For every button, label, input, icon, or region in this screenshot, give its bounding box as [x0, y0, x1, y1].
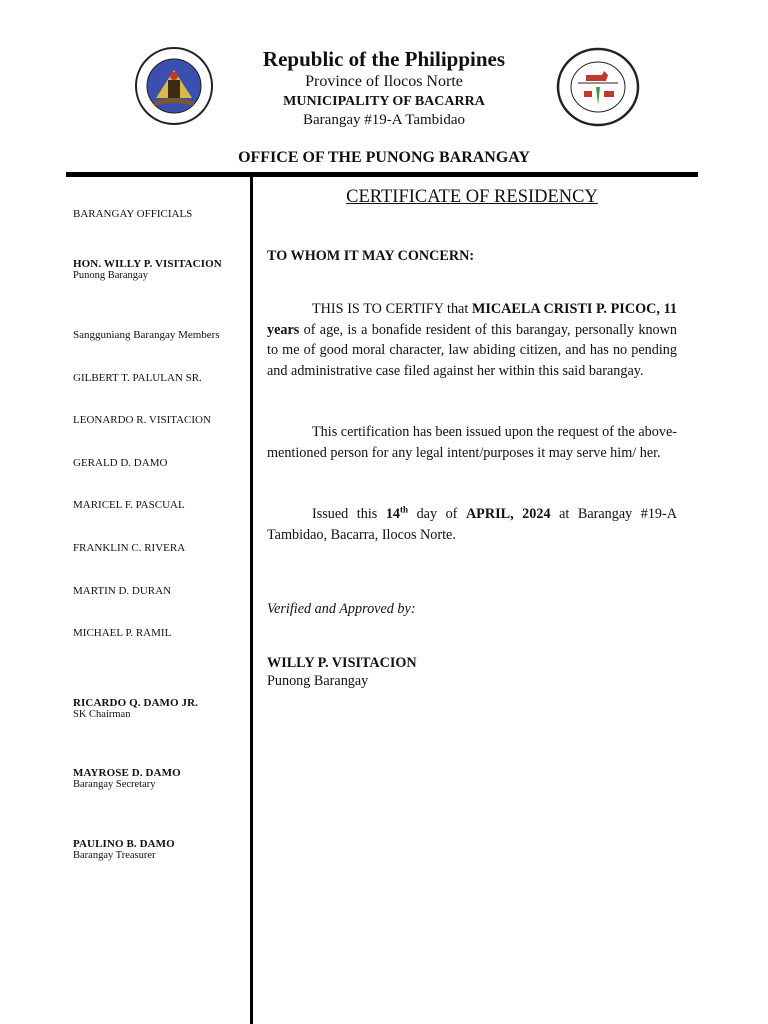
paragraph-text: at Barangay #19-A Tambidao, Bacarra, Ilocos Norte. — [267, 506, 677, 543]
official-role: Barangay Secretary — [73, 779, 156, 790]
official-punong-barangay — [73, 258, 222, 281]
resident-name-age: MICAELA CRISTI P. PICOC, 11 years — [267, 301, 677, 338]
salutation: TO WHOM IT MAY CONCERN: — [267, 248, 475, 264]
official-role: SK Chairman — [73, 709, 131, 720]
issue-day-number: 14 — [385, 506, 401, 522]
issued-paragraph — [267, 504, 677, 545]
member-name: MARTIN D. DURAN — [73, 585, 172, 597]
official-treasurer — [73, 838, 175, 861]
signer-title: Punong Barangay — [267, 673, 369, 689]
official-name: HON. WILLY P. VISITACION — [73, 258, 222, 270]
verified-label: Verified and Approved by: — [267, 601, 416, 617]
barangay-line: Barangay #19-A Tambidao — [303, 112, 465, 128]
sidebar-divider — [250, 177, 253, 1024]
republic-heading: Republic of the Philippines — [262, 47, 506, 71]
member-name: MICHAEL P. RAMIL — [73, 627, 172, 639]
official-secretary — [73, 767, 181, 790]
office-title: OFFICE OF THE PUNONG BARANGAY — [238, 149, 530, 166]
official-name: RICARDO Q. DAMO JR. — [73, 697, 199, 709]
official-role: Barangay Treasurer — [73, 850, 156, 861]
municipality-line: MUNICIPALITY OF BACARRA — [283, 94, 485, 109]
official-sk-chairman — [73, 697, 198, 720]
paragraph-text: Issued this — [312, 506, 386, 522]
province-line: Province of Ilocos Norte — [305, 73, 463, 90]
officials-heading: BARANGAY OFFICIALS — [73, 208, 193, 220]
member-name: MARICEL F. PASCUAL — [73, 499, 185, 511]
official-name: MAYROSE D. DAMO — [73, 767, 181, 779]
paragraph-text: day of — [408, 506, 466, 522]
official-role: Punong Barangay — [73, 270, 148, 281]
purpose-paragraph: This certification has been issued upon the request of the above-mentioned person for any legal intent/purposes it may serve him/ her. — [267, 424, 677, 461]
paragraph-text: of age, is a bonafide resident of this barangay, personally known to me of good moral character, law abiding citizen, and has no pending and administrative case filed against her within this said barangay. — [267, 321, 677, 379]
certification-paragraph — [267, 299, 677, 381]
issue-date: APRIL, 2024 — [465, 506, 551, 522]
header-divider — [66, 172, 698, 177]
member-name: GERALD D. DAMO — [73, 457, 168, 469]
paragraph-text: THIS IS TO CERTIFY that — [312, 301, 472, 317]
members-label: Sangguniang Barangay Members — [73, 329, 220, 341]
certificate-title: CERTIFICATE OF RESIDENCY — [346, 187, 598, 207]
member-name: GILBERT T. PALULAN SR. — [73, 372, 202, 384]
official-name: PAULINO B. DAMO — [73, 838, 175, 850]
issue-day — [386, 506, 408, 522]
member-name: LEONARDO R. VISITACION — [73, 414, 211, 426]
issue-day-suffix: th — [400, 504, 409, 515]
signer-name: WILLY P. VISITACION — [267, 655, 417, 671]
member-name: FRANKLIN C. RIVERA — [73, 542, 186, 554]
